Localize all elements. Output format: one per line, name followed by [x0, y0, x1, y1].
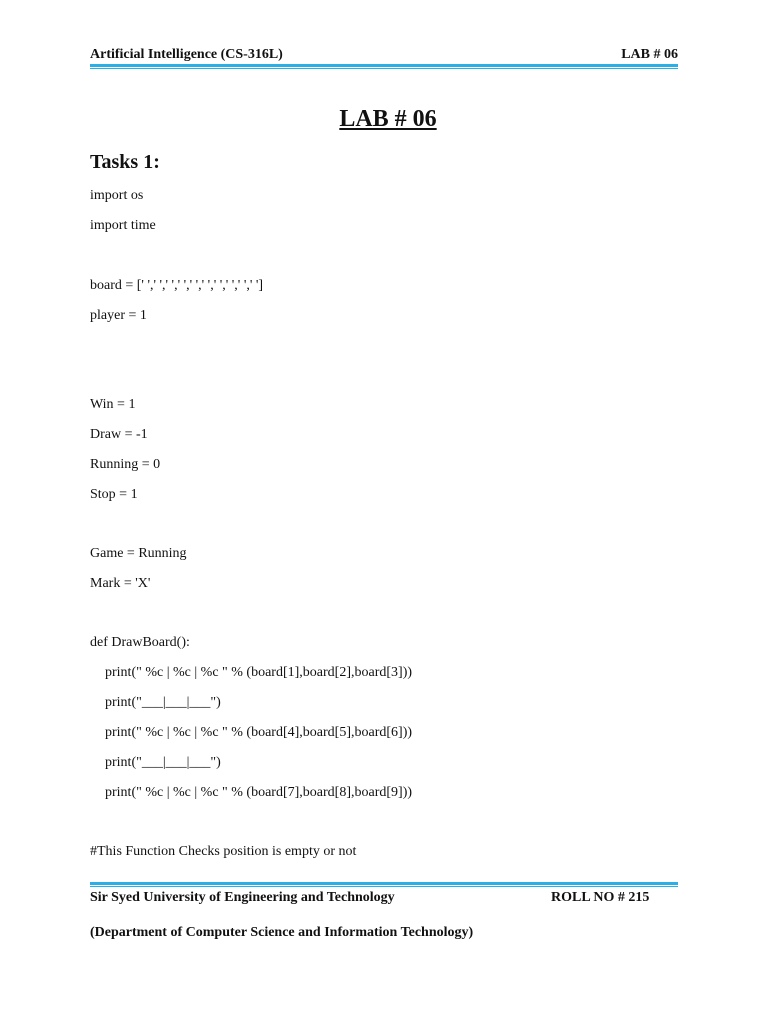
- code-line: print(" %c | %c | %c " % (board[1],board[2],board[3])): [105, 665, 413, 680]
- department-name: (Department of Computer Science and Information Technology): [90, 925, 474, 940]
- roll-number: ROLL NO # 215: [551, 890, 650, 905]
- code-line: Running = 0: [90, 457, 161, 472]
- code-line: print("___|___|___"): [105, 695, 221, 710]
- code-line: import time: [90, 218, 156, 233]
- university-name: Sir Syed University of Engineering and Technology: [90, 890, 395, 905]
- code-line: def DrawBoard():: [90, 635, 190, 650]
- course-title: Artificial Intelligence (CS-316L): [90, 47, 283, 62]
- footer-rule: [90, 882, 678, 887]
- code-line: import os: [90, 188, 144, 203]
- page-title: LAB # 06: [339, 106, 437, 132]
- code-line: Draw = -1: [90, 427, 148, 442]
- code-comment: #This Function Checks position is empty or not: [90, 844, 357, 859]
- code-line: print(" %c | %c | %c " % (board[7],board[8],board[9])): [105, 785, 413, 800]
- code-line: Mark = 'X': [90, 576, 151, 591]
- code-line: print(" %c | %c | %c " % (board[4],board[5],board[6])): [105, 725, 413, 740]
- header-rule: [90, 64, 678, 69]
- section-heading: Tasks 1:: [90, 151, 160, 173]
- code-line: Stop = 1: [90, 487, 138, 502]
- code-line: player = 1: [90, 308, 147, 323]
- code-line: board = [' ',' ',' ',' ',' ',' ',' ',' ',' ',' ']: [90, 278, 264, 293]
- header-lab-number: LAB # 06: [621, 47, 678, 62]
- code-line: print("___|___|___"): [105, 755, 221, 770]
- code-line: Game = Running: [90, 546, 187, 561]
- code-line: Win = 1: [90, 397, 136, 412]
